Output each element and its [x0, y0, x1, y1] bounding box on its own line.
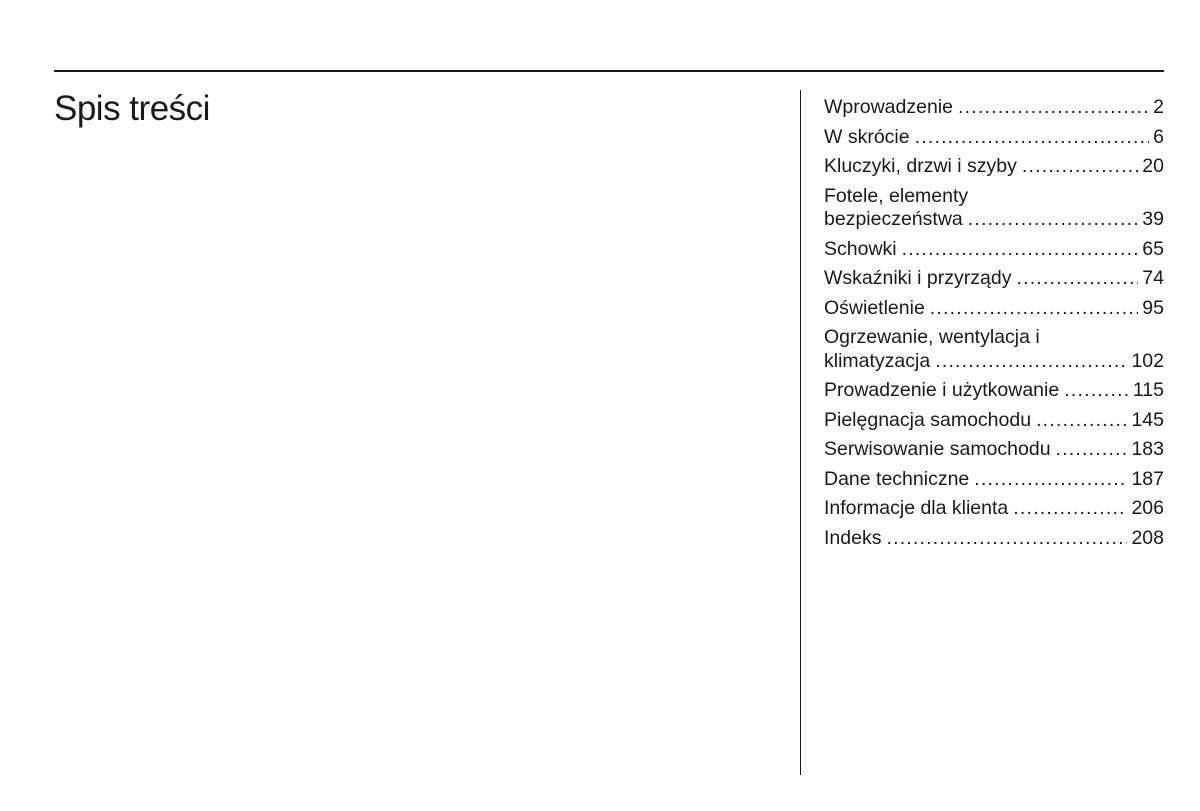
toc-entry-schowki[interactable] [824, 238, 1164, 262]
table-of-contents [824, 96, 1164, 556]
toc-dot-leader [968, 208, 1139, 232]
toc-dot-leader [1064, 379, 1129, 403]
toc-entry-serwisowanie-samochodu[interactable] [824, 438, 1164, 462]
toc-dot-leader [958, 96, 1149, 120]
toc-dot-leader [930, 297, 1139, 321]
toc-page-number: 65 [1142, 237, 1164, 260]
toc-entry-oswietlenie[interactable] [824, 297, 1164, 321]
toc-page-number: 145 [1131, 408, 1164, 431]
toc-page-number: 102 [1131, 349, 1164, 372]
toc-entry-title: Schowki [824, 237, 897, 260]
toc-dot-leader [1022, 155, 1138, 179]
toc-page-number: 39 [1142, 208, 1164, 230]
toc-page-number: 6 [1153, 125, 1164, 148]
toc-entry-title-line-2: bezpieczeństwa [824, 208, 963, 230]
toc-entry-wprowadzenie[interactable] [824, 96, 1164, 120]
toc-page-number: 2 [1153, 96, 1164, 118]
toc-entry-informacje-dla-klienta[interactable] [824, 497, 1164, 521]
toc-dot-leader [1013, 497, 1127, 521]
toc-page-number: 95 [1142, 296, 1164, 319]
toc-page-number: 206 [1131, 497, 1164, 519]
toc-entry-title-line-2: klimatyzacja [824, 349, 931, 372]
toc-page-number: 187 [1131, 467, 1164, 490]
toc-entry-kluczyki-drzwi-i-szyby[interactable] [824, 155, 1164, 179]
toc-entry-title: W skrócie [824, 125, 910, 148]
toc-dot-leader [935, 350, 1127, 374]
toc-entry-pielegnacja-samochodu[interactable] [824, 409, 1164, 433]
toc-entry-title: Prowadzenie i użytkowanie [824, 379, 1060, 401]
toc-page-number: 208 [1131, 526, 1164, 549]
toc-page-number: 74 [1142, 267, 1164, 289]
page-title: Spis treści [54, 89, 210, 128]
toc-entry-title: Serwisowanie samochodu [824, 438, 1051, 460]
toc-entry-title: Kluczyki, drzwi i szyby [824, 155, 1017, 177]
toc-dot-leader [886, 527, 1127, 551]
toc-entry-indeks[interactable] [824, 527, 1164, 551]
toc-entry-prowadzenie-i-uzytkowanie[interactable] [824, 379, 1164, 403]
toc-entry-title: Wprowadzenie [824, 96, 953, 118]
toc-page-number: 115 [1132, 379, 1164, 401]
toc-entry-title: Oświetlenie [824, 296, 925, 319]
toc-dot-leader [1056, 438, 1128, 462]
toc-entry-fotele-elementy-bezpieczenstwa[interactable] [824, 185, 1164, 232]
toc-entry-wskazniki-i-przyrzady[interactable] [824, 267, 1164, 291]
toc-entry-title: Indeks [824, 526, 882, 549]
top-rule [54, 70, 1164, 72]
toc-dot-leader [1016, 267, 1138, 291]
toc-entry-title: Dane techniczne [824, 467, 970, 490]
toc-entry-title-line-1: Ogrzewanie, wentylacja i [824, 326, 1040, 348]
column-divider [800, 90, 801, 775]
toc-entry-title-line-1: Fotele, elementy [824, 184, 969, 207]
toc-entry-title: Informacje dla klienta [824, 497, 1009, 519]
toc-entry-w-skrocie[interactable] [824, 126, 1164, 150]
toc-entry-title: Wskaźniki i przyrządy [824, 267, 1012, 289]
toc-entry-ogrzewanie-wentylacja-i-klimatyzacja[interactable] [824, 326, 1164, 373]
toc-entry-title: Pielęgnacja samochodu [824, 408, 1032, 431]
toc-dot-leader [974, 468, 1127, 492]
toc-entry-dane-techniczne[interactable] [824, 468, 1164, 492]
toc-dot-leader [915, 126, 1150, 150]
toc-dot-leader [1036, 409, 1127, 433]
toc-dot-leader [902, 238, 1139, 262]
toc-page-number: 20 [1142, 155, 1164, 177]
toc-page-number: 183 [1131, 438, 1164, 460]
